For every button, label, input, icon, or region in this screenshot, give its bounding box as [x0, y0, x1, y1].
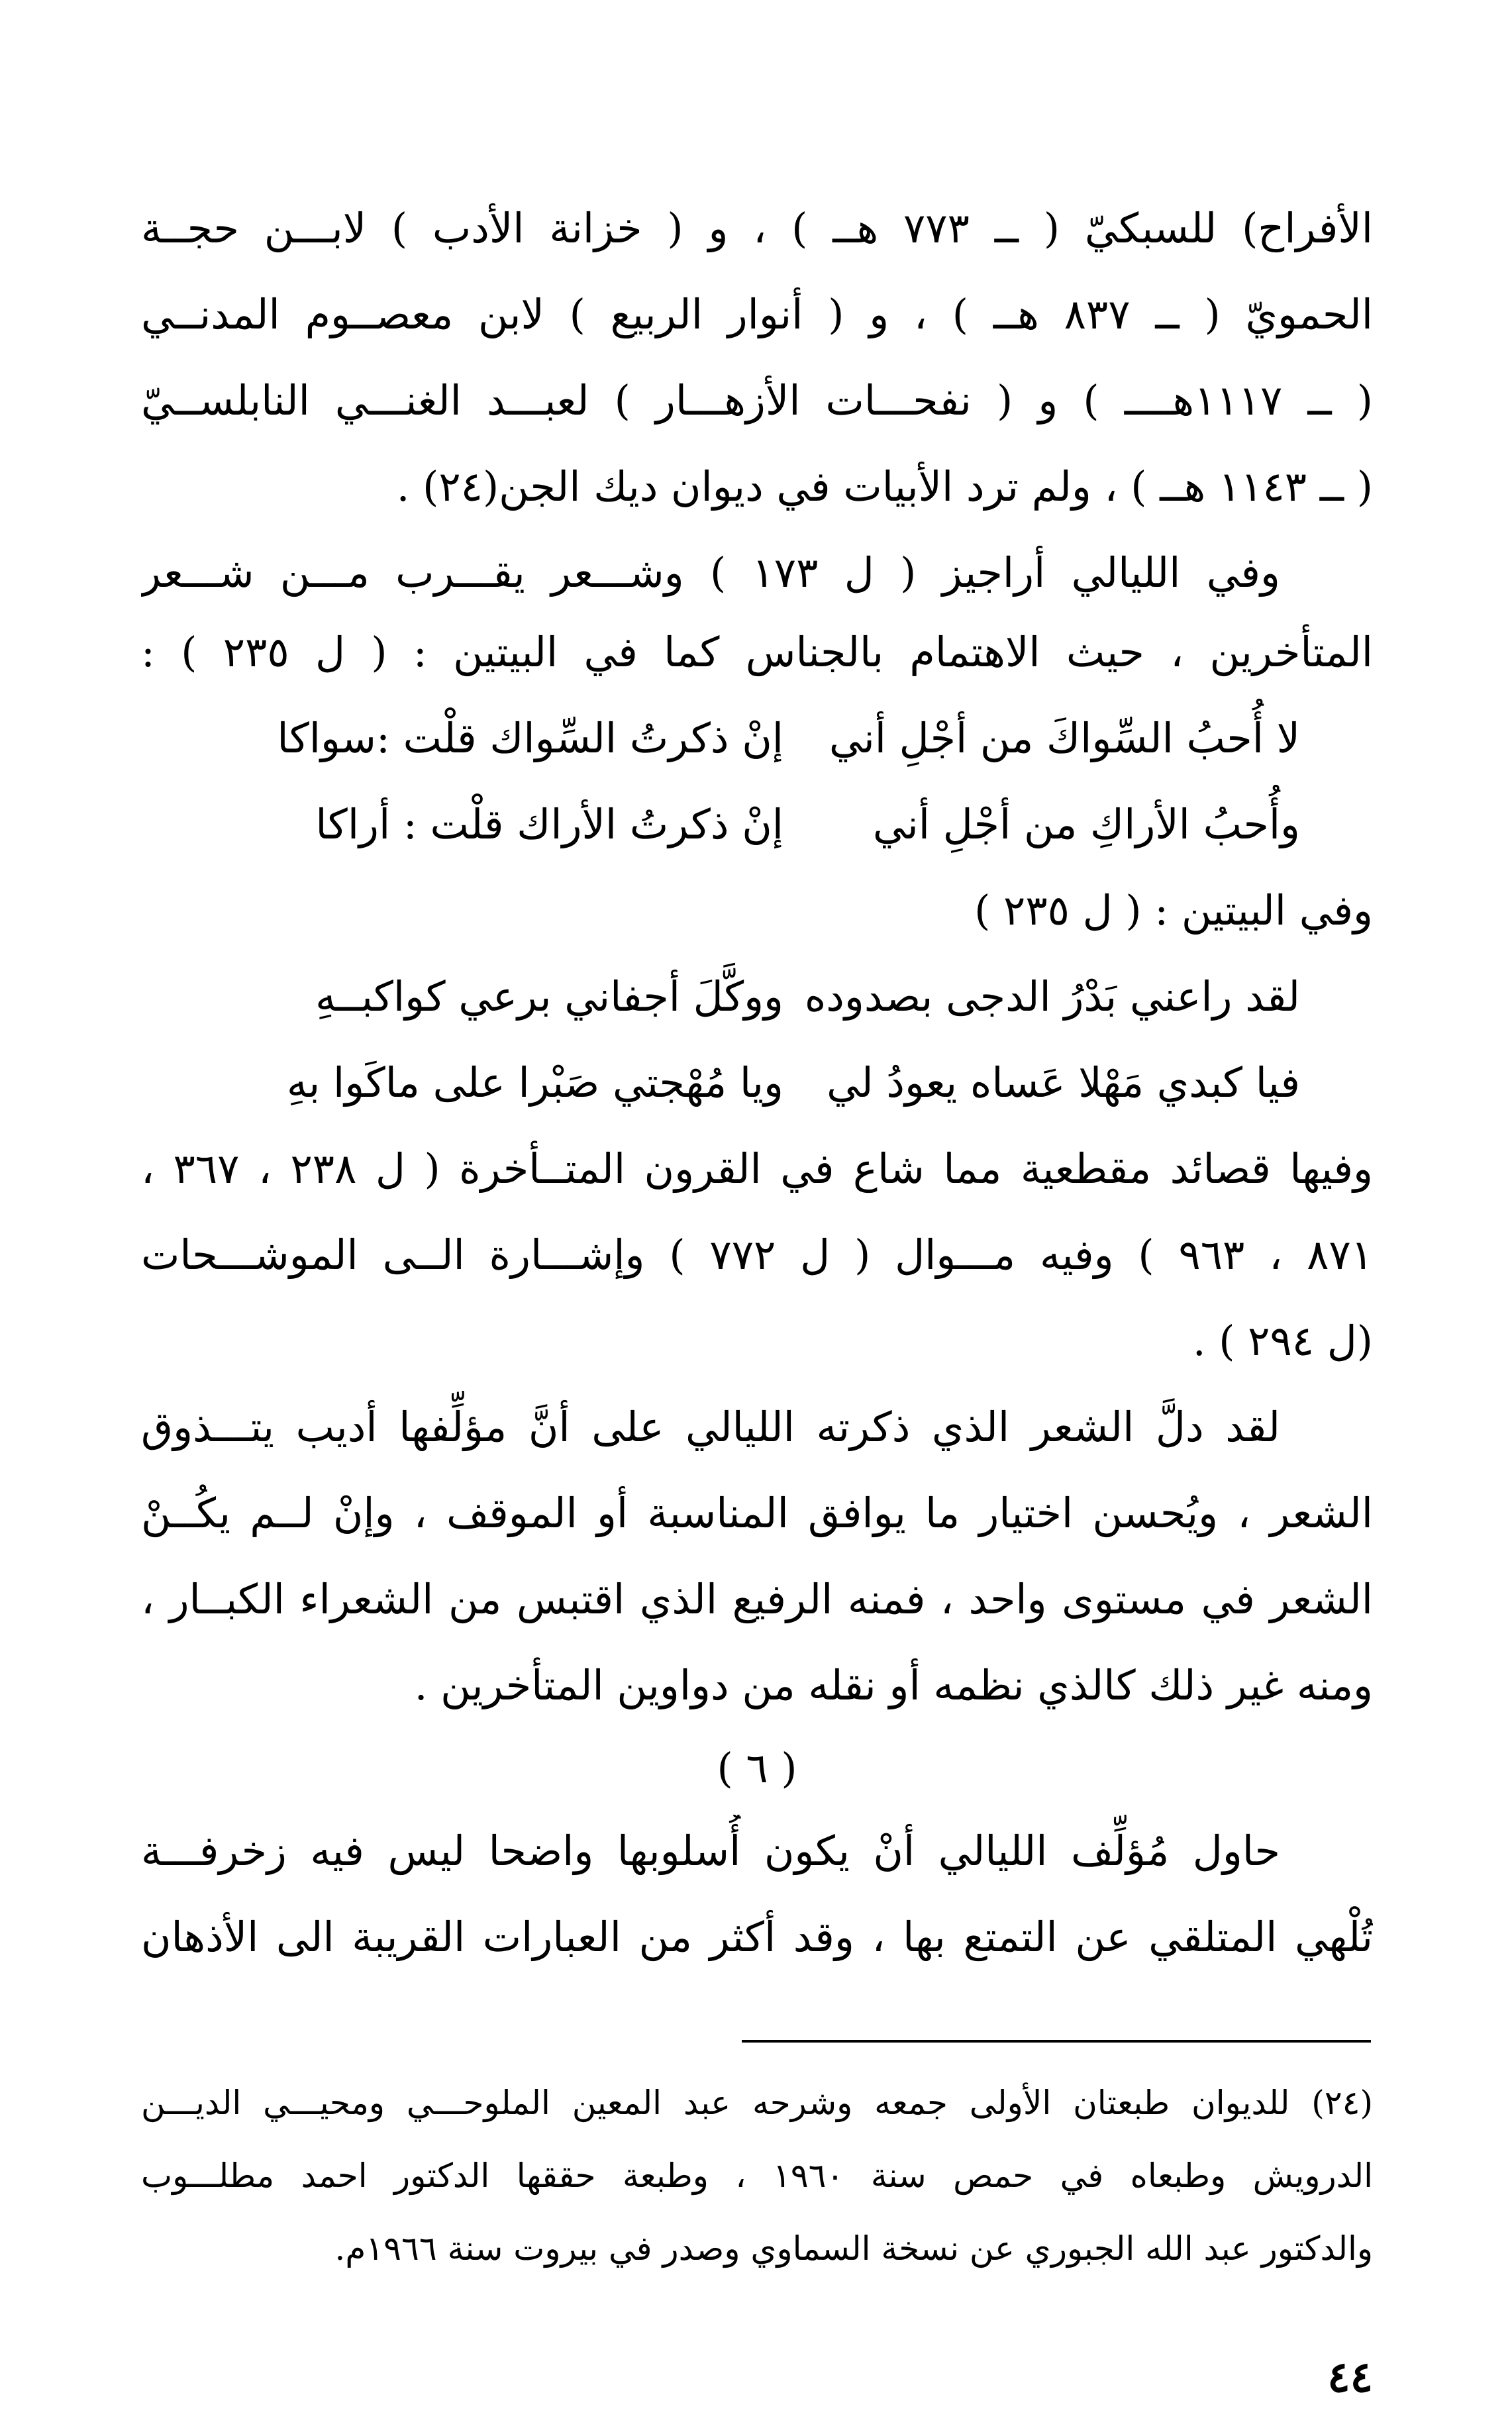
text-line: الأفراح) للسبكيّ ( ــ ٧٧٣ هــ ) ، و ( خزانة الأدب ) لابـــن حجــة	[141, 204, 1373, 252]
footnote-line: (٢٤) للديوان طبعتان الأولى جمعه وشرحه عبد المعين الملوحـــي ومحيـــي الديـــن	[141, 2084, 1373, 2122]
text-line: ( ــ ١١١٧هــــ ) و ( نفحـــات الأزهـــار ) لعبـــد الغنـــي النابلســيّ	[141, 376, 1373, 425]
page-number: ٤٤	[1327, 2353, 1373, 2402]
text-line: تُلْهي المتلقي عن التمتع بها ، وقد أكثر من العبارات القريبة الى الأذهان	[141, 1913, 1373, 1961]
verse-second-hemistich: ويا مُهْجتي صَبْرا على ماكَوا بهِ	[286, 1058, 783, 1107]
text-line: المتأخرين ، حيث الاهتمام بالجناس كما في البيتين : ( ل ٢٣٥ ) :	[141, 628, 1373, 676]
verse-second-hemistich: إنْ ذكرتُ السِّواك قلْت :سواكا	[277, 714, 783, 762]
footnote-divider	[742, 2040, 1371, 2043]
text-line: (ل ٢٩٤ ) .	[1192, 1317, 1373, 1365]
text-line: ( ــ ١١٤٣ هــ ) ، ولم ترد الأبيات في ديوان ديك الجن(٢٤) .	[396, 462, 1373, 511]
verse-second-hemistich: إنْ ذكرتُ الأراك قلْت : أراكا	[315, 800, 783, 848]
text-line: لقد دلَّ الشعر الذي ذكرته الليالي على أنَّ مؤلِّفها أديب يتـــذوق	[141, 1403, 1280, 1451]
footnote-line: والدكتور عبد الله الجبوري عن نسخة السماوي وصدر في بيروت سنة ١٩٦٦م.	[334, 2229, 1373, 2268]
text-line: وفيها قصائد مقطعية مما شاع في القرون المتــأخرة ( ل ٢٣٨ ، ٣٦٧ ،	[141, 1144, 1373, 1193]
text-line: الشعر ، ويُحسن اختيار ما يوافق المناسبة أو الموقف ، وإنْ لــم يكُــنْ	[141, 1489, 1373, 1537]
verse-first-hemistich: وأُحبُ الأراكِ من أجْلِ أني	[872, 800, 1300, 848]
text-line: ومنه غير ذلك كالذي نظمه أو نقله من دواوين المتأخرين .	[414, 1661, 1373, 1709]
verse-second-hemistich: ووكَّلَ أجفاني برعي كواكبــهِ	[315, 972, 783, 1021]
text-line: الحمويّ ( ــ ٨٣٧ هــ ) ، و ( أنوار الربيع ) لابن معصــوم المدنــي	[141, 290, 1373, 338]
verse-line	[141, 788, 1373, 861]
verse-first-hemistich: لا أُحبُ السِّواكَ من أجْلِ أني	[829, 714, 1300, 762]
verse-line	[141, 1046, 1373, 1119]
verse-line	[141, 702, 1373, 775]
verse-first-hemistich: فيا كبدي مَهْلا عَساه يعودُ لي	[827, 1058, 1300, 1107]
text-line: حاول مُؤلِّف الليالي أنْ يكون أُسلوبها واضحا ليس فيه زخرفـــة	[141, 1827, 1280, 1875]
verse-line	[141, 960, 1373, 1033]
verse-first-hemistich: لقد راعني بَدْرُ الدجى بصدوده	[804, 972, 1300, 1021]
text-line: وفي البيتين : ( ل ٢٣٥ )	[974, 886, 1373, 935]
footnote-line: الدرويش وطبعاه في حمص سنة ١٩٦٠ ، وطبعة حققها الدكتور احمد مطلـــوب	[141, 2156, 1373, 2195]
text-line: الشعر في مستوى واحد ، فمنه الرفيع الذي اقتبس من الشعراء الكبــار ،	[141, 1575, 1373, 1623]
text-line: وفي الليالي أراجيز ( ل ١٧٣ ) وشـــعر يقـــرب مـــن شـــعر	[141, 548, 1280, 597]
section-number: ( ٦ )	[717, 1744, 797, 1792]
text-line: ٨٧١ ، ٩٦٣ ) وفيه مـــوال ( ل ٧٧٢ ) وإشـــارة الــى الموشـــحات	[141, 1231, 1373, 1279]
